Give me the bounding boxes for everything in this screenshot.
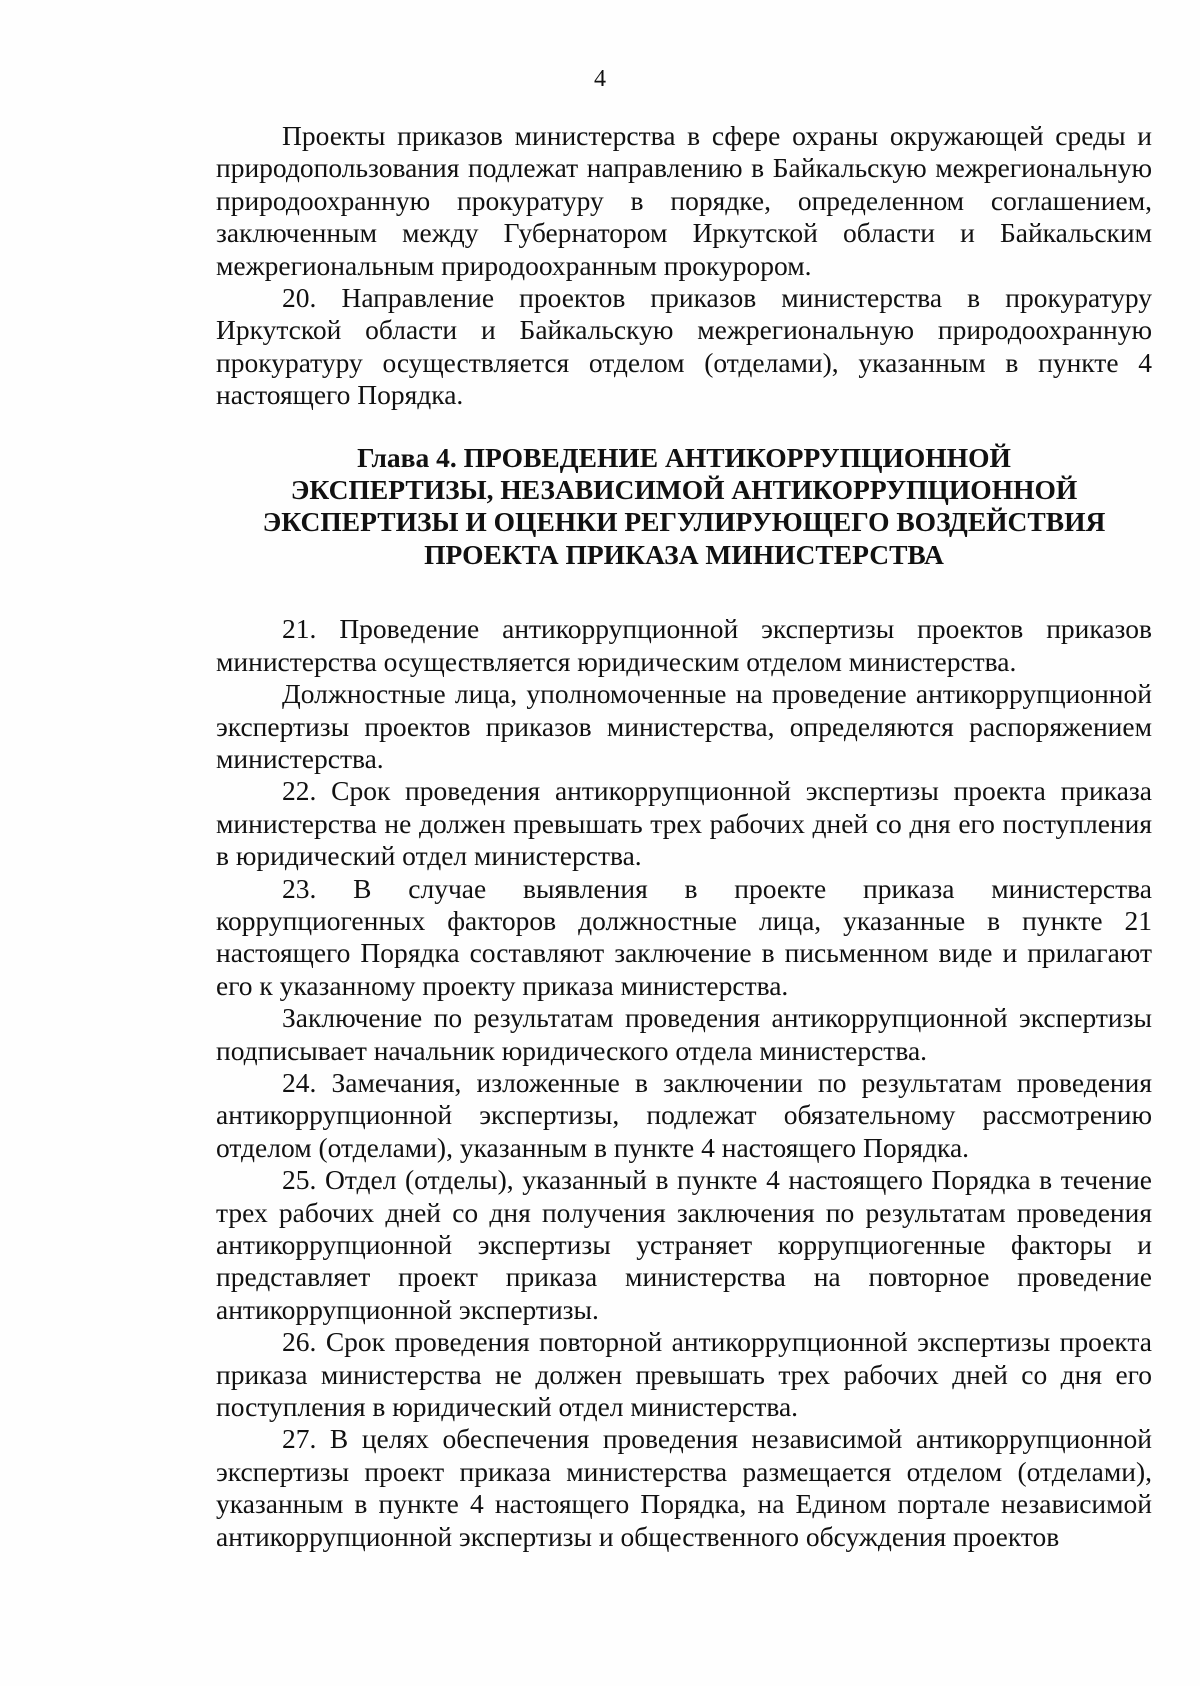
chapter-heading-line: ЭКСПЕРТИЗЫ И ОЦЕНКИ РЕГУЛИРУЮЩЕГО ВОЗДЕЙСТВИЯ — [262, 506, 1106, 538]
page-number: 4 — [594, 66, 606, 92]
paragraph-23: 23. В случае выявления в проекте приказа министерства коррупциогенных факторов должностные лица, указанные в пункте 21 настоящего Порядка составляют заключение в письменном виде и прилагают его к указанному проекту приказа министерства. — [216, 872, 1152, 1001]
document-body — [216, 120, 1152, 1553]
paragraph-24: 24. Замечания, изложенные в заключении по результатам проведения антикоррупционной экспертизы, подлежат обязательному рассмотрению отделом (отделами), указанным в пункте 4 настоящего Порядка. — [216, 1066, 1152, 1163]
paragraph-conclusion: Заключение по результатам проведения антикоррупционной экспертизы подписывает начальник юридического отдела министерства. — [216, 1002, 1152, 1066]
chapter-heading — [216, 442, 1152, 572]
paragraph-intro: Проекты приказов министерства в сфере охраны окружающей среды и природопользования подлежат направлению в Байкальскую межрегиональную природоохранную прокуратуру в порядке, определенном соглашением, заключенным между Губернатором Иркутской области и Байкальским межрегиональным природоохранным прокурором. — [216, 120, 1152, 281]
paragraph-officials: Должностные лица, уполномоченные на проведение антикоррупционной экспертизы проектов приказов министерства, определяются распоряжением министерства. — [216, 678, 1152, 774]
paragraph-20: 20. Направление проектов приказов министерства в прокуратуру Иркутской области и Байкальскую межрегиональную природоохранную прокуратуру осуществляется отделом (отделами), указанным в пункте 4 настоящего Порядка. — [216, 282, 1152, 411]
chapter-heading-line: ЭКСПЕРТИЗЫ, НЕЗАВИСИМОЙ АНТИКОРРУПЦИОННОЙ — [290, 474, 1078, 506]
chapter-heading-line: ПРОЕКТА ПРИКАЗА МИНИСТЕРСТВА — [424, 538, 944, 570]
paragraph-27: 27. В целях обеспечения проведения независимой антикоррупционной экспертизы проект приказа министерства размещается отделом (отделами), указанным в пункте 4 настоящего Порядка, на Едином портале независимой антикоррупционной экспертизы и общественного обсуждения проектов — [216, 1423, 1152, 1552]
paragraph-25: 25. Отдел (отделы), указанный в пункте 4 настоящего Порядка в течение трех рабочих дней со дня получения заключения по результатам проведения антикоррупционной экспертизы устраняет коррупциогенные факторы и представляет проект приказа министерства на повторное проведение антикоррупционной экспертизы. — [216, 1164, 1152, 1325]
paragraph-26: 26. Срок проведения повторной антикоррупционной экспертизы проекта приказа министерства не должен превышать трех рабочих дней со дня его поступления в юридический отдел министерства. — [216, 1326, 1152, 1423]
paragraph-21: 21. Проведение антикоррупционной экспертизы проектов приказов министерства осуществляется юридическим отделом министерства. — [216, 613, 1152, 677]
paragraph-22: 22. Срок проведения антикоррупционной экспертизы проекта приказа министерства не должен превышать трех рабочих дней со дня его поступления в юридический отдел министерства. — [216, 775, 1152, 872]
chapter-heading-line: Глава 4. ПРОВЕДЕНИЕ АНТИКОРРУПЦИОННОЙ — [357, 441, 1011, 473]
